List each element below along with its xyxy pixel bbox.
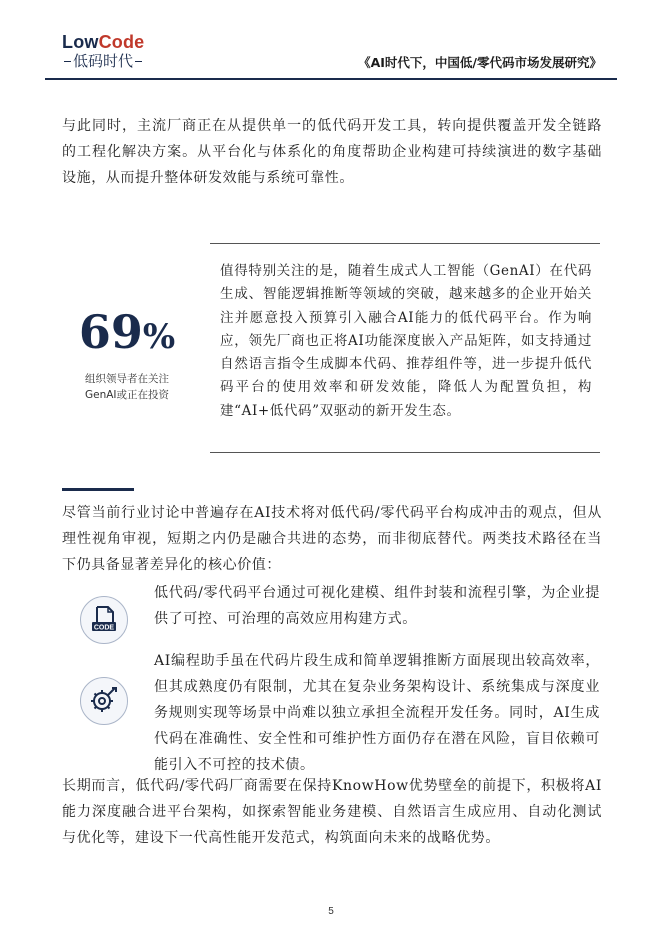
callout-text: 值得特别关注的是，随着生成式人工智能（GenAI）在代码生成、智能逻辑推断等领域的突破，越来越多的企业开始关注并愿意投入预算引入融合AI能力的低代码平台。作为响应，领先厂商也正将AI功能深度嵌入产品矩阵，如支持通过自然语言指令生成脚本代码、推荐组件等，进一步提升低代码平台的使用效率和研发效能，降低人为配置负担，构建“AI+低代码”双驱动的新开发生态。 [220, 263, 592, 419]
logo-wordmark [62, 32, 162, 52]
logo-dash-left [64, 61, 71, 63]
stat-unit: % [142, 317, 176, 357]
stat-caption-line1: 组织领导者在关注 [85, 373, 169, 385]
lowcode-platform-point: 低代码/零代码平台通过可视化建模、组件封装和流程引擎，为企业提供了可控、可治理的高效应用构建方式。 [154, 585, 600, 627]
code-document-icon [80, 596, 128, 644]
logo-chinese: 低码时代 [73, 52, 134, 70]
stat-number [62, 306, 192, 363]
callout-top-rule [210, 243, 600, 244]
paragraph-comparison: 尽管当前行业讨论中普遍存在AI技术将对低代码/零代码平台构成冲击的观点，但从理性视角审视，短期之内仍是融合共进的态势，而非彻底替代。两类技术路径在当下仍具备显著差异化的核心价值： [62, 505, 602, 573]
header-divider [45, 78, 617, 80]
page-header [0, 0, 662, 88]
ai-assistant-point: AI编程助手虽在代码片段生成和简单逻辑推断方面展现出较高效率，但其成熟度仍有限制，尤其在复杂业务架构设计、系统集成与深度业务规则实现等场景中尚难以独立承担全流程开发任务。同时，AI生成代码在准确性、安全性和可维护性方面仍存在潜在风险，盲目依赖可能引入不可控的技术债。 [154, 653, 600, 773]
svg-text:CODE: CODE [93, 624, 115, 632]
stat-value: 69 [78, 305, 143, 359]
paragraph-conclusion: 长期而言，低代码/零代码厂商需要在保持KnowHow优势壁垒的前提下，积极将AI能力深度融合进平台架构，如探索智能业务建模、自然语言生成应用、自动化测试与优化等，建设下一代高性能开发范式，构筑面向未来的战略优势。 [62, 778, 602, 846]
stat-caption-line2: GenAI或正在投资 [84, 389, 170, 401]
lowcode-logo [62, 32, 162, 76]
logo-chinese-line [62, 53, 162, 70]
paragraph-intro: 与此同时，主流厂商正在从提供单一的低代码开发工具，转向提供覆盖开发全链路的工程化解决方案。从平台化与体系化的角度帮助企业构建可持续演进的数字基础设施，从而提升整体研发效能与系统可靠性。 [62, 118, 602, 186]
stat-caption [62, 371, 192, 403]
logo-dash-right [135, 61, 142, 63]
page-number: 5 [328, 906, 334, 917]
stat-highlight [62, 306, 192, 403]
section-accent-bar [62, 488, 134, 491]
logo-prefix: Low [62, 32, 99, 52]
report-title: 《AI时代下，中国低/零代码市场发展研究》 [358, 55, 602, 70]
callout-bottom-rule [210, 452, 600, 453]
gear-wrench-icon [80, 677, 128, 725]
logo-accent: Code [98, 32, 145, 52]
